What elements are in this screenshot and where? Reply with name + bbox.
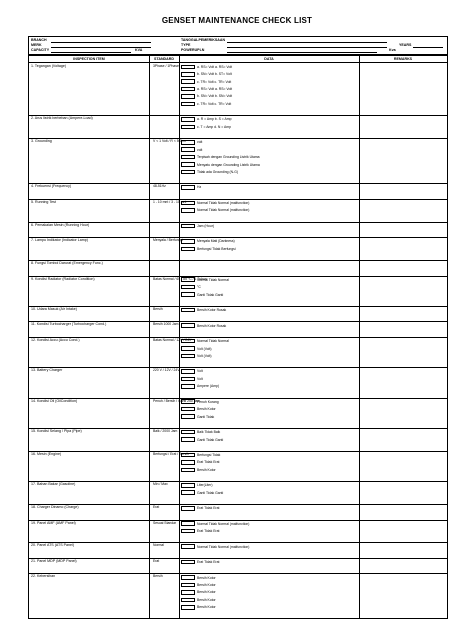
branch-label: BRANCH [31, 38, 47, 42]
data-text: Normal Tidak Normal (malfunction) [197, 544, 250, 549]
checklist-section [29, 558, 447, 574]
years-label: YEARS [399, 43, 412, 47]
checkbox[interactable] [181, 285, 195, 290]
inspection-item: 10. Udara Masuk (Air Intake) [31, 306, 77, 311]
standard-value: Menyala / Berfungsi [153, 238, 183, 243]
data-cell [181, 276, 356, 298]
checklist-section [29, 428, 447, 452]
data-cell [181, 63, 356, 108]
data-cell [181, 139, 356, 176]
checklist-section [29, 451, 447, 482]
data-line [181, 276, 356, 283]
type-label: TYPE [181, 43, 191, 47]
data-text: Liter(Liter) [197, 483, 213, 488]
checkbox[interactable] [181, 453, 195, 458]
data-text: Bersih Kotor [197, 583, 216, 588]
inspection-item: 12. Kondisi Accu (Accu Cond.) [31, 337, 80, 342]
data-text: Berfungsi Tidak Berfungsi [197, 246, 236, 251]
data-cell [181, 199, 356, 214]
capacity-label: CAPACITY [31, 48, 50, 52]
data-cell [181, 398, 356, 420]
data-text: Hz [197, 185, 202, 190]
checkbox[interactable] [181, 354, 195, 359]
data-line [181, 207, 356, 214]
inspection-item: 3. Grounding [31, 139, 52, 144]
checkbox[interactable] [181, 94, 195, 99]
checklist-section [29, 542, 447, 558]
checkbox[interactable] [181, 575, 195, 580]
data-text: Tidak ada Grounding (N-G) [197, 170, 238, 174]
data-text: c. TR= Volt c. TR= Volt [197, 79, 232, 84]
data-cell [181, 184, 356, 191]
data-text: Erat Tidak Erat [197, 506, 220, 511]
power-field[interactable] [227, 48, 377, 53]
data-text: Normal Tidak Normal [197, 339, 229, 344]
data-line [181, 466, 356, 473]
data-cell [181, 306, 356, 313]
checkbox[interactable] [181, 147, 195, 152]
data-line [181, 368, 356, 375]
data-line [181, 398, 356, 405]
data-cell [181, 222, 356, 229]
checkbox[interactable] [181, 583, 195, 588]
data-text: Ganti Tidak Ganti [197, 490, 224, 495]
data-text: Bersih Kotor Rusak [197, 323, 227, 328]
inspection-item: 7. Lampu Indikator (Indicator Lamp) [31, 238, 88, 243]
checkbox[interactable] [181, 65, 195, 70]
data-line [181, 352, 356, 359]
col-remarks: REMARKS [393, 57, 413, 61]
checkbox[interactable] [181, 170, 195, 175]
checkbox[interactable] [181, 162, 195, 167]
standard-value: Baik / 2000 Jam [153, 428, 178, 433]
data-text: a. RS= Volt a. RS= Volt [197, 87, 233, 92]
data-line [181, 222, 356, 229]
col-standard: STANDARD [154, 57, 174, 61]
checkbox[interactable] [181, 140, 195, 145]
data-text: Bersih Kotor [197, 575, 216, 580]
checkbox[interactable] [181, 560, 195, 565]
checkbox[interactable] [181, 377, 195, 382]
data-cell [181, 322, 356, 329]
checklist-section [29, 520, 447, 544]
standard-value: Batas Normal / 12V / 24V [153, 337, 192, 342]
data-text: Penuh Kurang [197, 399, 219, 404]
data-line [181, 543, 356, 550]
data-line [181, 78, 356, 85]
checklist-section [29, 276, 447, 307]
standard-value: Erat [153, 558, 160, 563]
checkbox[interactable] [181, 544, 195, 549]
data-line [181, 153, 356, 160]
inspection-item: 8. Fungsi Tombol Darurat (Emergency Func.) [31, 261, 103, 266]
standard-value: Bersih [153, 306, 163, 311]
data-text: volt [197, 140, 203, 145]
standard-value: 48-51Hz [153, 184, 166, 189]
inspection-item: 9. Kondisi Radiator (Radiator Condition) [31, 276, 95, 281]
data-line [181, 161, 356, 168]
checklist-section [29, 398, 447, 429]
data-line [181, 184, 356, 191]
data-text: Bersih Kotor [197, 467, 216, 472]
data-line [181, 505, 356, 512]
checkbox[interactable] [181, 490, 195, 495]
checkbox[interactable] [181, 208, 195, 213]
inspection-item: 5. Running Test [31, 199, 56, 204]
inspection-item: 22. Kebersihan [31, 574, 56, 579]
data-line [181, 238, 356, 245]
merk-label: MERK [31, 43, 42, 47]
checkbox[interactable] [181, 437, 195, 442]
inspection-item: 18. Charger Dinamo (Charge) [31, 505, 79, 510]
header-block [28, 36, 448, 55]
data-cell [181, 428, 356, 443]
data-line [181, 520, 356, 527]
data-text: Menyatu dengan Grounding Listrik Utama [197, 162, 260, 167]
standard-value: 1 - 10 mnt / 3 - 10 mnt [153, 199, 187, 204]
inspection-item: 11. Kondisi Turbocharger (Turbocharger Cond.) [31, 322, 107, 327]
data-cell [181, 238, 356, 253]
data-text: Ampere (Amp) [197, 384, 220, 389]
inspection-item: 2. Arus listrik berbeban (Ampere-Load) [31, 116, 93, 121]
standard-value: V < 1 Volt / R < 5Ohm [153, 139, 186, 144]
data-text: b. SN= Volt b. SN= Volt [197, 94, 233, 99]
data-text: c. TR= Volt c. TR= Volt [197, 101, 232, 106]
data-text: Volt (Volt) [197, 353, 212, 358]
data-text: b. SN= Volt b. ST= Volt [197, 72, 232, 77]
data-text: Normal Tidak Normal (malfunction) [197, 521, 250, 526]
data-line [181, 116, 356, 123]
data-text: a. RS= Volt a. RS= Volt [197, 64, 233, 69]
data-line [181, 436, 356, 443]
data-line [181, 168, 356, 175]
inspection-item: 13. Battery Charger [31, 368, 63, 373]
checkbox[interactable] [181, 185, 195, 190]
inspection-item: 4. Frekuensi (Frequency) [31, 184, 72, 189]
inspection-item: 21. Panel MDP (MDP Panel) [31, 558, 77, 563]
data-line [181, 558, 356, 565]
data-text: Terpisah dengan Grounding Listrik Utama [197, 155, 260, 160]
checklist-section [29, 63, 447, 117]
data-line [181, 139, 356, 146]
data-text: Bersih Kotor [197, 407, 216, 412]
data-cell [181, 116, 356, 131]
checkbox[interactable] [181, 521, 195, 526]
inspection-item: 19. Panel AMF (AMF Panel) [31, 520, 76, 525]
data-line [181, 283, 356, 290]
inspection-item: 17. Bahan Bakar (Gasoline) [31, 482, 76, 487]
data-cell [181, 505, 356, 512]
data-line [181, 93, 356, 100]
data-cell [181, 337, 356, 359]
checkbox[interactable] [181, 598, 195, 603]
data-line [181, 596, 356, 603]
data-line [181, 322, 356, 329]
standard-value: Sesuai Standar [153, 520, 177, 525]
data-line [181, 146, 356, 153]
data-line [181, 85, 356, 92]
checkbox[interactable] [181, 247, 195, 252]
data-line [181, 199, 356, 206]
checkbox[interactable] [181, 506, 195, 511]
data-cell [181, 451, 356, 473]
standard-value: Erat [153, 505, 160, 510]
power-label: POWERUPLN [181, 48, 205, 52]
data-line [181, 306, 356, 313]
checkbox[interactable] [181, 239, 195, 244]
checkbox[interactable] [181, 292, 195, 297]
inspection-item: 1. Tegangan (Voltage) [31, 63, 67, 68]
checklist-section [29, 337, 447, 368]
standard-value: Normal [153, 543, 164, 548]
data-line [181, 345, 356, 352]
checklist-section [29, 115, 447, 139]
data-text: Volt (Volt) [197, 346, 212, 351]
data-text: Bersih Kotor [197, 605, 216, 610]
data-text: Menyala Mati (Darkness) [197, 239, 235, 244]
checkbox[interactable] [181, 72, 195, 77]
data-text: Volt [197, 369, 203, 374]
data-text: Normal Tidak Normal [197, 277, 229, 282]
data-line [181, 489, 356, 496]
data-text: Bersih Kotor [197, 597, 216, 602]
checkbox[interactable] [181, 339, 195, 344]
checkbox[interactable] [181, 87, 195, 92]
checkbox[interactable] [181, 590, 195, 595]
checklist-section [29, 138, 447, 184]
checkbox[interactable] [181, 384, 195, 389]
checklist-section [29, 481, 447, 505]
checklist-table [28, 55, 448, 619]
checkbox[interactable] [181, 117, 195, 122]
data-line [181, 123, 356, 130]
data-line [181, 581, 356, 588]
inspection-item: 6. Pemakaian Mesin (Running Hour) [31, 222, 90, 227]
data-line [181, 337, 356, 344]
checklist-section [29, 199, 447, 223]
data-line [181, 451, 356, 458]
data-line [181, 574, 356, 581]
data-line [181, 459, 356, 466]
merk-field[interactable] [51, 43, 151, 48]
checklist-section [29, 504, 447, 520]
standard-value: Batas Normal / 65 - 85 °C / 1 Tuhun [153, 276, 207, 281]
checkbox[interactable] [181, 308, 195, 313]
date-label: TANGGALPEMERIKSAAN [181, 38, 226, 42]
checklist-section [29, 222, 447, 238]
checkbox[interactable] [181, 125, 195, 130]
data-line [181, 291, 356, 298]
data-text: Erat Tidak Erat [197, 560, 220, 565]
data-text: Ganti Tidak Ganti [197, 292, 224, 297]
data-cell [181, 574, 356, 611]
checkbox[interactable] [181, 369, 195, 374]
checklist-section [29, 237, 447, 261]
data-cell [181, 482, 356, 497]
data-cell [181, 543, 356, 550]
checklist-section [29, 306, 447, 322]
data-text: Volt [197, 376, 203, 381]
data-line [181, 71, 356, 78]
inspection-item: 16. Mesin (Engine) [31, 451, 62, 456]
standard-value: Bersih [153, 574, 163, 579]
checklist-section [29, 573, 447, 619]
type-field[interactable] [227, 43, 387, 48]
standard-value: Berfungsi / Erat / Bersih [153, 451, 189, 456]
data-line [181, 589, 356, 596]
data-line [181, 604, 356, 611]
data-line [181, 383, 356, 390]
data-line [181, 375, 356, 382]
data-text: a. R = Amp b. S = Amp [197, 117, 232, 122]
standard-value: Penuh / Bersih / Ganti 250 Jam [153, 398, 201, 403]
checkbox[interactable] [181, 529, 195, 534]
inspection-item: 20. Panel ATS (ATS Panel) [31, 543, 75, 548]
checkbox[interactable] [181, 102, 195, 107]
data-text: Ganti Tidak [197, 414, 215, 419]
standard-value: Bersih 1000 Jam [153, 322, 179, 327]
data-line [181, 63, 356, 70]
checkbox[interactable] [181, 407, 195, 412]
data-text: Bersih Kotor [197, 590, 216, 595]
data-text: Jam (Hour) [197, 223, 214, 228]
data-text: c. T = Amp d. N = Amp [197, 124, 231, 129]
checkbox[interactable] [181, 346, 195, 351]
data-line [181, 413, 356, 420]
data-line [181, 482, 356, 489]
data-line [181, 100, 356, 107]
data-text: Ganti Tidak Ganti [197, 437, 224, 442]
date-field[interactable] [227, 38, 387, 43]
years-field[interactable] [413, 43, 443, 48]
standard-value: 3Phase / 1Phase [153, 63, 179, 68]
checklist-section [29, 260, 447, 276]
data-line [181, 405, 356, 412]
data-cell [181, 520, 356, 535]
checkbox[interactable] [181, 414, 195, 419]
checkbox[interactable] [181, 399, 195, 404]
checkbox[interactable] [181, 155, 195, 160]
data-line [181, 527, 356, 534]
inspection-item: 15. Kondisi Selang / Pipa (Pipe) [31, 428, 82, 433]
checkbox[interactable] [181, 224, 195, 229]
checkbox[interactable] [181, 277, 195, 282]
branch-field[interactable] [51, 38, 151, 43]
page-title: GENSET MAINTENANCE CHECK LIST [161, 16, 313, 25]
checkbox[interactable] [181, 430, 195, 435]
col-data: DATA [264, 57, 274, 61]
checkbox[interactable] [181, 79, 195, 84]
checklist-section [29, 183, 447, 199]
checklist-section [29, 321, 447, 337]
standard-value: 220 V / 12V / 24V [153, 368, 180, 373]
data-text: Normal Tidak Normal (malfunction) [197, 200, 250, 205]
data-text: volt [197, 147, 203, 152]
checklist-section [29, 367, 447, 398]
checkbox[interactable] [181, 468, 195, 473]
data-text: Baik Tidak Baik [197, 430, 221, 435]
checkbox[interactable] [181, 605, 195, 610]
checkbox[interactable] [181, 483, 195, 488]
data-text: Erat Tidak Erat [197, 460, 220, 465]
data-line [181, 428, 356, 435]
data-text: Normal Tidak Normal (malfunction) [197, 208, 250, 213]
checkbox[interactable] [181, 201, 195, 206]
data-line [181, 245, 356, 252]
data-text: Bersih Kotor Rusak [197, 308, 227, 313]
col-item: INSPECTION ITEM [73, 57, 105, 61]
standard-value: Min / Max [153, 482, 168, 487]
kva2-label: Kva [389, 48, 396, 52]
kva-label: KVA [135, 48, 143, 52]
data-cell [181, 558, 356, 565]
data-text: Erat Tidak Erat [197, 529, 220, 534]
checkbox[interactable] [181, 323, 195, 328]
checkbox[interactable] [181, 460, 195, 465]
inspection-item: 14. Kondisi Oli (OilCondition) [31, 398, 78, 403]
data-text: °C [197, 285, 201, 290]
capacity-field[interactable] [51, 48, 131, 53]
data-text: Berfungsi Tidak [197, 453, 221, 457]
data-cell [181, 368, 356, 390]
